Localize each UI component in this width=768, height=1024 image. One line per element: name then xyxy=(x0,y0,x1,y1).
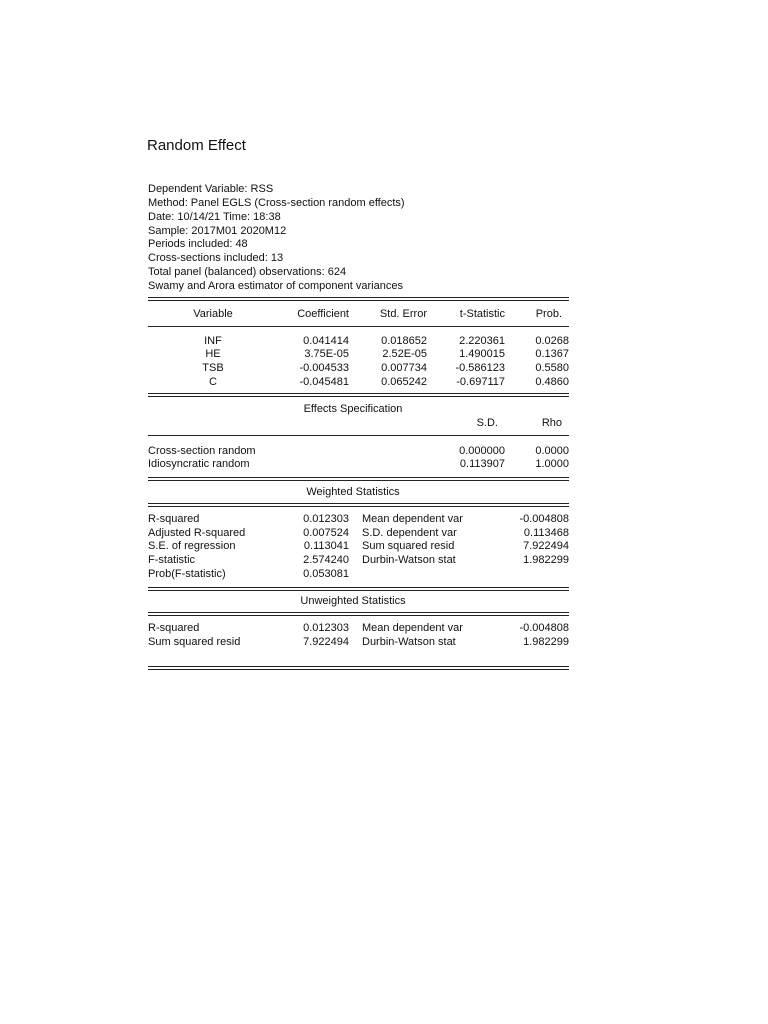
stat-value: -0.004808 xyxy=(519,513,569,525)
cell-sd: 0.000000 xyxy=(459,445,505,457)
stat-label: Durbin-Watson stat xyxy=(362,636,456,648)
stat-value: 0.007524 xyxy=(303,527,349,539)
stat-value: 0.113041 xyxy=(303,540,349,552)
stat-label: R-squared xyxy=(148,622,200,634)
column-header-rho: Rho xyxy=(541,417,562,429)
cell-prob: 0.5580 xyxy=(535,362,569,374)
header-line-date: Date: 10/14/21 Time: 18:38 xyxy=(148,211,281,223)
column-header-sd: S.D. xyxy=(476,417,498,429)
cell-coefficient: 3.75E-05 xyxy=(304,348,349,360)
cell-label: Cross-section random xyxy=(148,445,256,457)
divider xyxy=(148,297,569,298)
cell-t-statistic: -0.697117 xyxy=(456,376,505,388)
column-header-t-statistic: t-Statistic xyxy=(459,308,505,320)
stat-value: 1.982299 xyxy=(523,554,569,566)
stat-value: 0.012303 xyxy=(303,513,349,525)
cell-prob: 0.0268 xyxy=(535,335,569,347)
cell-t-statistic: 2.220361 xyxy=(459,335,505,347)
cell-sd: 0.113907 xyxy=(459,458,505,470)
stat-label: Durbin-Watson stat xyxy=(362,554,456,566)
stat-label: Prob(F-statistic) xyxy=(148,568,226,580)
divider xyxy=(148,396,569,397)
stat-value: 2.574240 xyxy=(303,554,349,566)
stat-label: Mean dependent var xyxy=(362,513,463,525)
cell-variable: HE xyxy=(205,348,221,360)
stat-label: Sum squared resid xyxy=(362,540,455,552)
cell-coefficient: -0.045481 xyxy=(299,376,349,388)
header-line-method: Method: Panel EGLS (Cross-section random effects) xyxy=(148,197,405,209)
divider xyxy=(148,300,569,301)
column-header-prob: Prob. xyxy=(535,308,562,320)
cell-coefficient: 0.041414 xyxy=(303,335,349,347)
cell-std-error: 2.52E-05 xyxy=(382,348,427,360)
cell-t-statistic: 1.490015 xyxy=(459,348,505,360)
cell-std-error: 0.065242 xyxy=(381,376,427,388)
cell-t-statistic: -0.586123 xyxy=(455,362,505,374)
stat-value: 7.922494 xyxy=(523,540,569,552)
header-line-sample: Sample: 2017M01 2020M12 xyxy=(148,225,287,237)
cell-variable: INF xyxy=(204,335,222,347)
header-line-dependent-variable: Dependent Variable: RSS xyxy=(148,183,274,195)
section-heading-weighted: Weighted Statistics xyxy=(306,486,400,498)
stat-label: S.E. of regression xyxy=(148,540,236,552)
divider xyxy=(148,477,569,478)
divider xyxy=(148,435,569,436)
column-header-std-error: Std. Error xyxy=(379,308,427,320)
divider xyxy=(148,480,569,481)
header-line-cross-sections: Cross-sections included: 13 xyxy=(148,252,284,264)
header-line-periods: Periods included: 48 xyxy=(148,238,248,250)
section-heading-unweighted: Unweighted Statistics xyxy=(300,595,406,607)
page-title: Random Effect xyxy=(147,137,246,154)
divider xyxy=(148,393,569,394)
divider xyxy=(148,590,569,591)
cell-variable: TSB xyxy=(202,362,224,374)
divider xyxy=(148,506,569,507)
divider xyxy=(148,612,569,613)
divider xyxy=(148,587,569,588)
stat-value: 0.113468 xyxy=(523,527,569,539)
column-header-coefficient: Coefficient xyxy=(297,308,349,320)
stat-label: S.D. dependent var xyxy=(362,527,457,539)
stat-label: R-squared xyxy=(148,513,200,525)
stat-value: 0.012303 xyxy=(303,622,349,634)
stat-value: 1.982299 xyxy=(523,636,569,648)
divider xyxy=(148,326,569,327)
cell-std-error: 0.018652 xyxy=(381,335,427,347)
divider xyxy=(148,669,569,670)
cell-coefficient: -0.004533 xyxy=(299,362,349,374)
cell-label: Idiosyncratic random xyxy=(148,458,250,470)
stat-label: Adjusted R-squared xyxy=(148,527,246,539)
cell-rho: 1.0000 xyxy=(535,458,569,470)
divider xyxy=(148,615,569,616)
section-heading-effects: Effects Specification xyxy=(303,403,403,415)
cell-prob: 0.4860 xyxy=(535,376,569,388)
cell-std-error: 0.007734 xyxy=(381,362,427,374)
stat-value: -0.004808 xyxy=(519,622,569,634)
header-line-observations: Total panel (balanced) observations: 624 xyxy=(148,266,347,278)
stat-value: 0.053081 xyxy=(303,568,349,580)
stat-label: F-statistic xyxy=(148,554,196,566)
header-line-estimator: Swamy and Arora estimator of component variances xyxy=(148,280,403,292)
cell-variable: C xyxy=(209,376,217,388)
cell-rho: 0.0000 xyxy=(535,445,569,457)
cell-prob: 0.1367 xyxy=(535,348,569,360)
divider xyxy=(148,666,569,667)
stat-label: Sum squared resid xyxy=(148,636,241,648)
column-header-variable: Variable xyxy=(193,308,233,320)
stat-label: Mean dependent var xyxy=(362,622,463,634)
divider xyxy=(148,503,569,504)
stat-value: 7.922494 xyxy=(303,636,349,648)
